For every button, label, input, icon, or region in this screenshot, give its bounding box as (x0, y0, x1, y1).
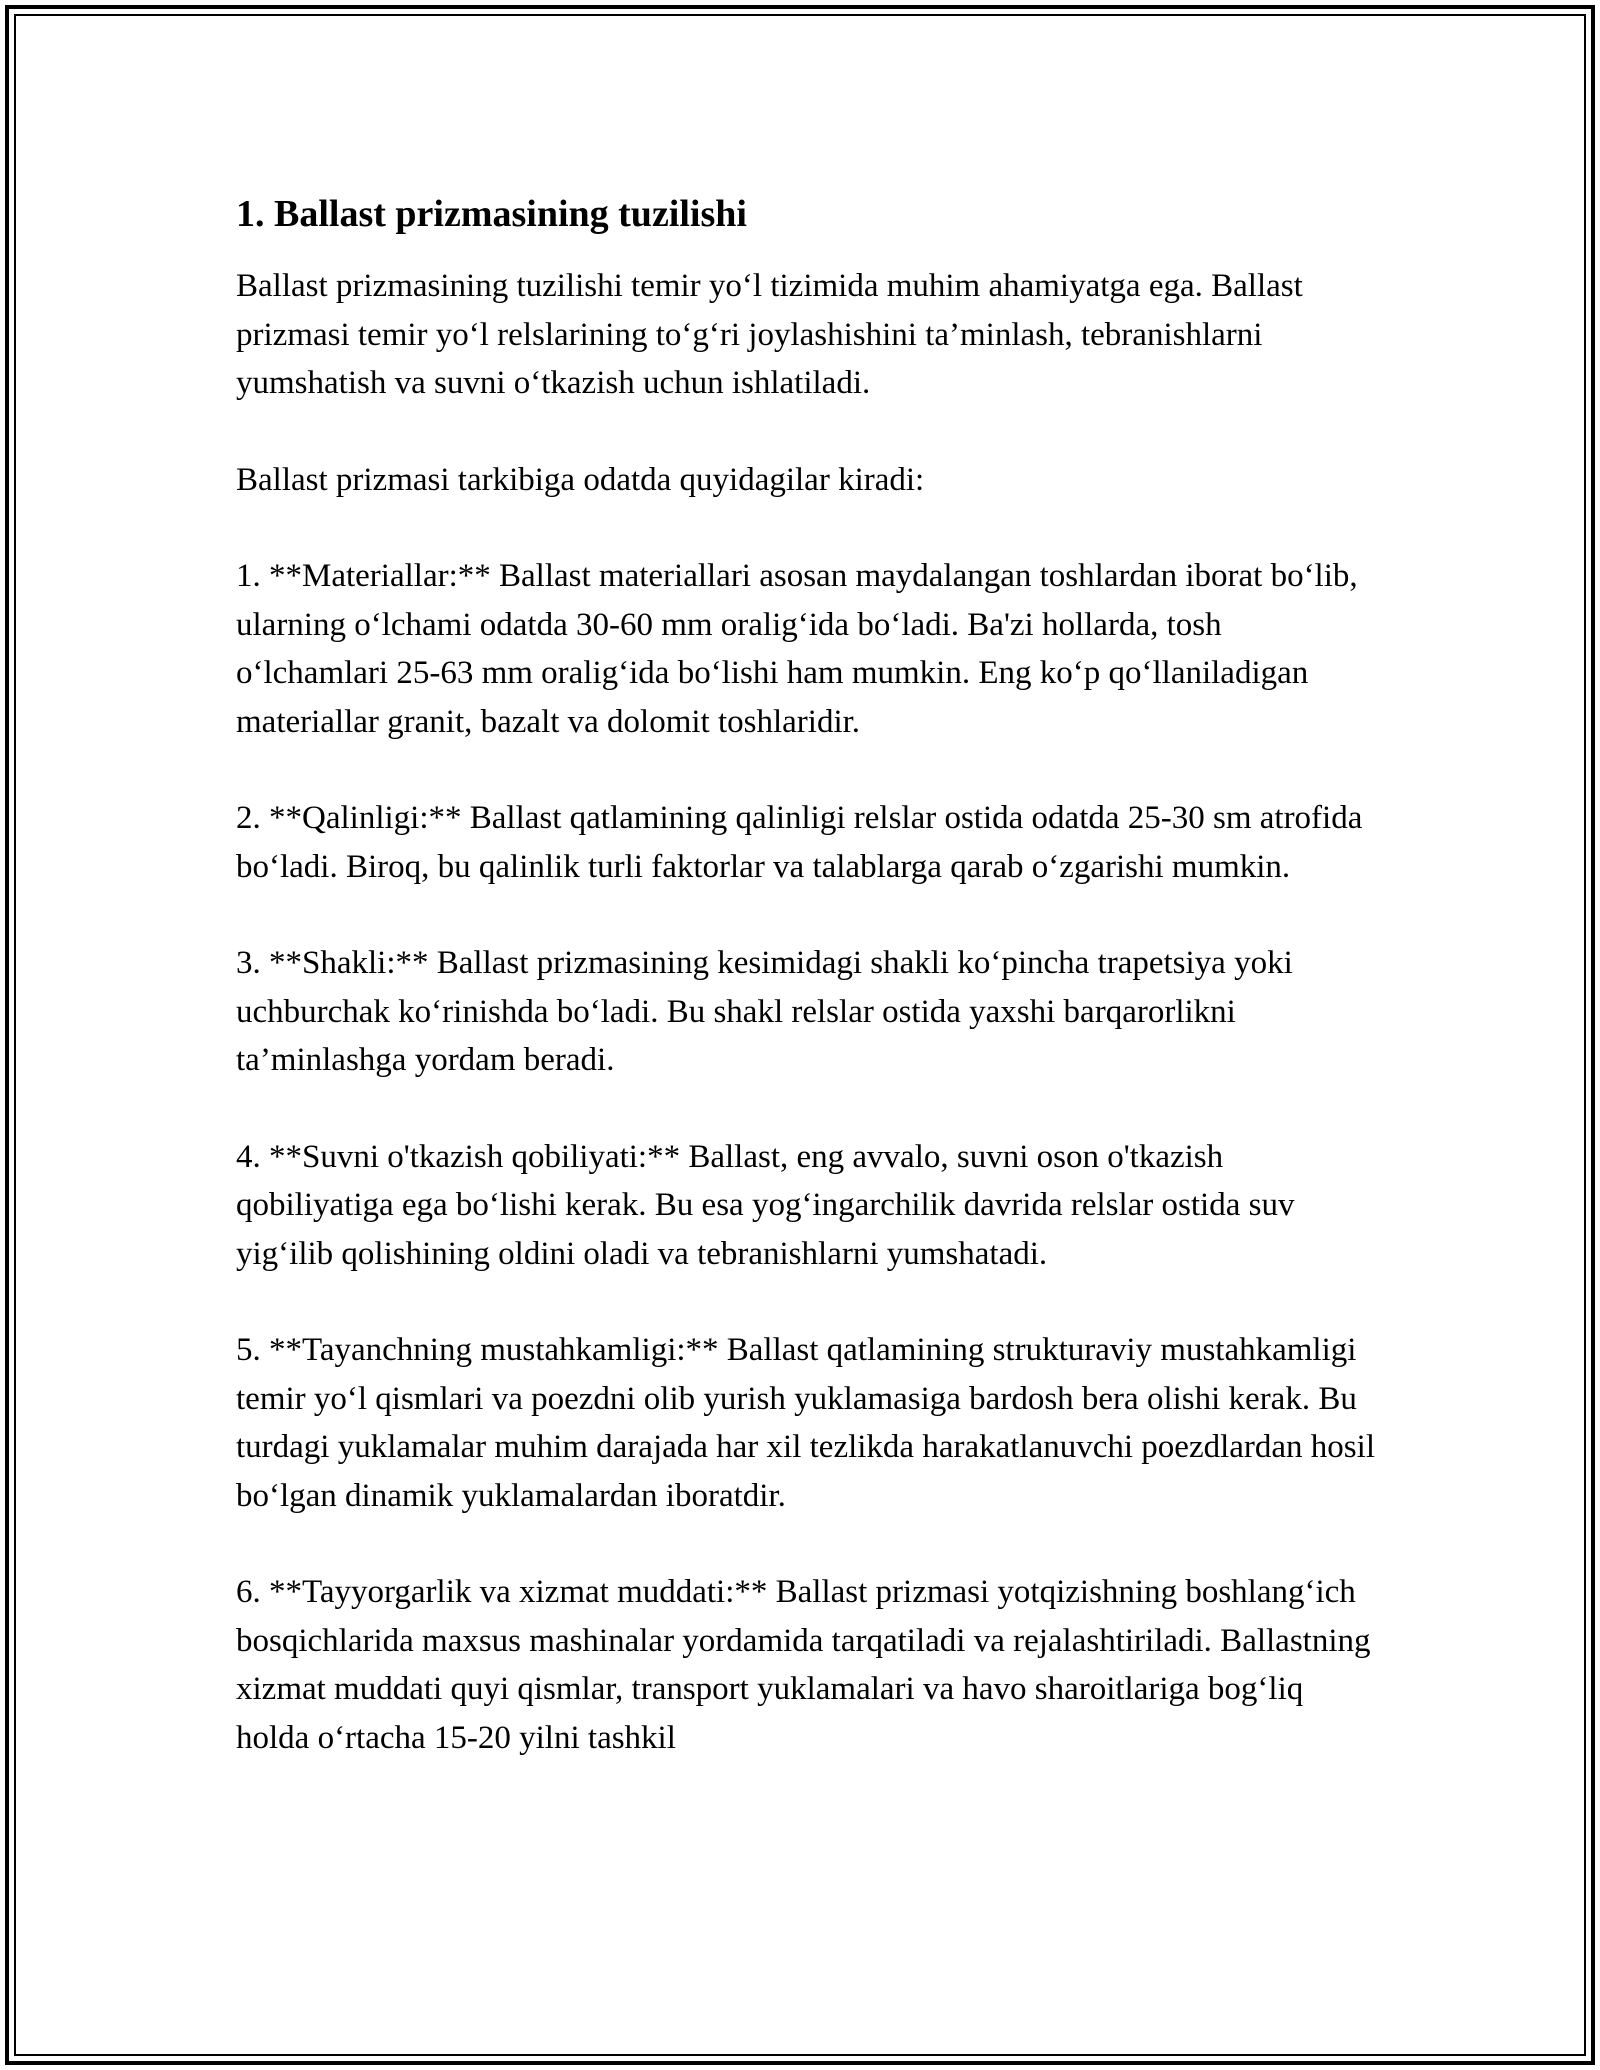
list-item-strength: 5. **Tayanchning mustahkamligi:** Ballast qatlamining strukturaviy mustahkamligi temir yo‘l qismlari va poezdni olib yurish yuklamasiga bardosh bera olishi kerak. Bu turdagi yuklamalar muhim darajada har xil tezlikda harakatlanuvchi poezdlardan hosil bo‘lgan dinamik yuklamalardan iboratdir. (236, 1332, 1375, 1514)
list-item-materials: 1. **Materiallar:** Ballast materiallari asosan maydalangan toshlardan iborat bo‘lib, ularning o‘lchami odatda 30-60 mm oralig‘ida bo‘ladi. Ba'zi hollarda, tosh o‘lchamlari 25-63 mm oralig‘ida bo‘lishi ham mumkin. Eng ko‘p qo‘llaniladigan materiallar granit, bazalt va dolomit toshlaridir. (236, 558, 1358, 740)
list-item-thickness: 2. **Qalinligi:** Ballast qatlamining qalinligi relslar ostida odatda 25-30 sm atrofida bo‘ladi. Biroq, bu qalinlik turli faktorlar va talablarga qarab o‘zgarishi mumkin. (236, 800, 1363, 885)
intro-paragraph: Ballast prizmasining tuzilishi temir yo‘l tizimida muhim ahamiyatga ega. Ballast prizmasi temir yo‘l relslarining to‘g‘ri joylashishini ta’minlash, tebranishlarni yumshatish va suvni o‘tkazish uchun ishlatiladi. (236, 268, 1303, 401)
section-heading: 1. Ballast prizmasining tuzilishi (236, 193, 747, 235)
list-item-drainage: 4. **Suvni o'tkazish qobiliyati:** Ballast, eng avvalo, suvni oson o'tkazish qobiliyatiga ega bo‘lishi kerak. Bu esa yog‘ingarchilik davrida relslar ostida suv yig‘ilib qolishining oldini oladi va tebranishlarni yumshatadi. (236, 1138, 1295, 1272)
list-item-service-life: 6. **Tayyorgarlik va xizmat muddati:** Ballast prizmasi yotqizishning boshlang‘ich bosqichlarida maxsus mashinalar yordamida tarqatiladi va rejalashtiriladi. Ballastning xizmat muddati quyi qismlar, transport yuklamalari va havo sharoitlariga bog‘liq holda o‘rtacha 15-20 yilni tashkil (236, 1574, 1371, 1756)
list-item-shape: 3. **Shakli:** Ballast prizmasining kesimidagi shakli ko‘pincha trapetsiya yoki uchburchak ko‘rinishda bo‘ladi. Bu shakl relslar ostida yaxshi barqarorlikni ta’minlashga yordam beradi. (236, 945, 1293, 1078)
list-intro-paragraph: Ballast prizmasi tarkibiga odatda quyidagilar kiradi: (236, 461, 925, 498)
document-body (236, 186, 1376, 1810)
